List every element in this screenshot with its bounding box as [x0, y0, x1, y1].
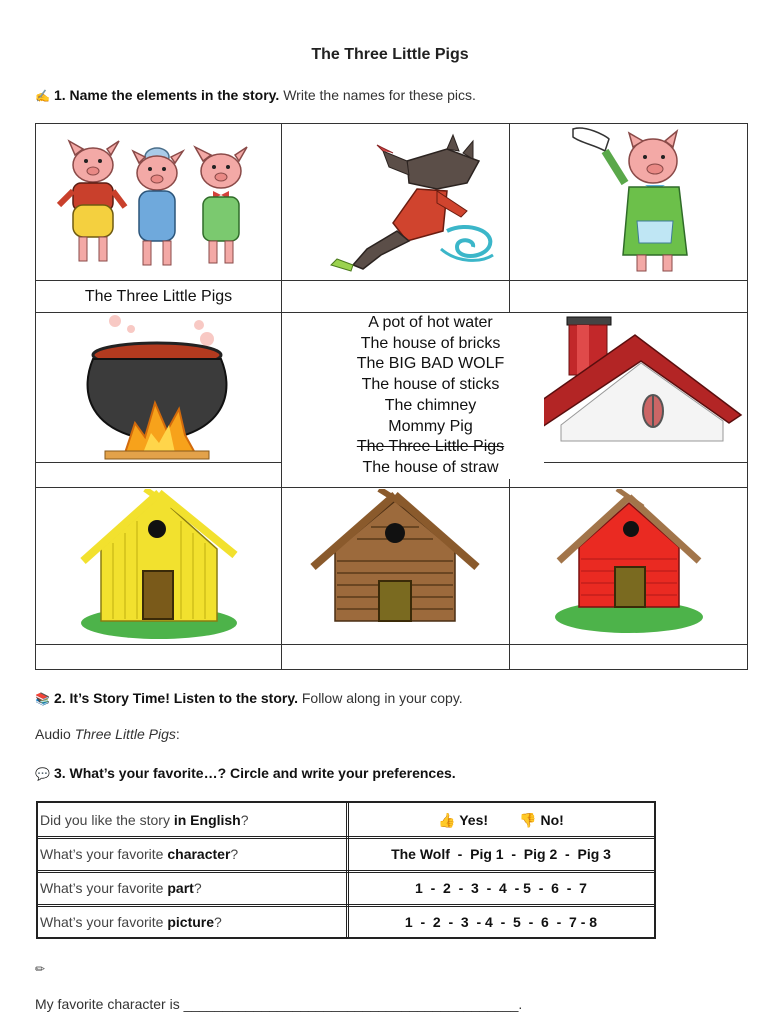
section-2-instruction: Follow along in your copy.: [301, 690, 463, 706]
answer-options[interactable]: The Wolf - Pig 1 - Pig 2 - Pig 3: [391, 846, 611, 862]
section-3-heading: [35, 765, 456, 781]
word-bank: [317, 313, 544, 479]
word-bank-item: The house of sticks: [361, 376, 500, 394]
audio-line: [35, 726, 180, 742]
pencil-icon: ✏: [35, 962, 46, 976]
audio-suffix: :: [175, 726, 180, 742]
question-cell: [40, 838, 344, 870]
audio-prefix: Audio: [35, 726, 75, 742]
section-2-title: 2. It’s Story Time! Listen to the story.: [53, 690, 298, 706]
question-keyword: picture: [167, 914, 215, 930]
section-1-instruction: Write the names for these pics.: [283, 87, 476, 103]
question-keyword: character: [167, 846, 231, 862]
question-keyword: in English: [173, 812, 241, 828]
speech-bubble-icon: 💬: [35, 767, 50, 781]
worksheet-title: The Three Little Pigs: [311, 46, 469, 63]
question-mark: ?: [240, 812, 249, 828]
picture-grid: [35, 123, 748, 670]
question-mark: ?: [230, 846, 239, 862]
mommy-pig-image: [565, 125, 695, 277]
question-mark: ?: [193, 880, 202, 896]
answer-options[interactable]: 1 - 2 - 3 - 4 - 5 - 6 - 7 - 8: [404, 914, 598, 930]
section-1-title: 1. Name the elements in the story.: [53, 87, 280, 103]
stick-house-image: [307, 489, 483, 641]
word-bank-item: The house of bricks: [360, 334, 501, 352]
table-row: [38, 838, 654, 872]
three-pigs-image: [45, 133, 273, 273]
table-row: [38, 872, 654, 906]
straw-house-image: [79, 489, 239, 641]
question-text: What’s your favorite: [40, 846, 168, 862]
table-row: [38, 906, 654, 940]
question-text: What’s your favorite: [40, 880, 168, 896]
brick-house-image: [555, 489, 705, 641]
pencil-hand-icon: ✍: [35, 89, 50, 103]
question-text: What’s your favorite: [40, 914, 168, 930]
section-3-title: 3. What’s your favorite…? Circle and write your preferences.: [53, 765, 456, 781]
word-bank-item: The house of straw: [362, 458, 499, 476]
chimney-image: [515, 315, 743, 445]
example-label: The Three Little Pigs: [84, 288, 233, 305]
answer-options[interactable]: 👍 Yes! 👎 No!: [438, 812, 564, 828]
word-bank-item: Mommy Pig: [388, 417, 473, 435]
answer-options[interactable]: 1 - 2 - 3 - 4 - 5 - 6 - 7: [415, 880, 587, 896]
word-bank-item-used: The Three Little Pigs: [356, 438, 505, 456]
question-text: Did you like the story: [40, 812, 174, 828]
pot-of-hot-water-image: [75, 313, 245, 463]
book-icon: 📚: [35, 692, 50, 706]
section-1-heading: [35, 87, 476, 103]
word-bank-item: A pot of hot water: [368, 314, 493, 331]
word-bank-item: The BIG BAD WOLF: [356, 355, 505, 373]
question-keyword: part: [167, 880, 194, 896]
question-cell: [40, 906, 344, 938]
table-row: [38, 804, 654, 838]
audio-title: Three Little Pigs: [74, 726, 176, 742]
section-2-heading: [35, 690, 463, 706]
question-cell: [40, 804, 344, 836]
wolf-image: [297, 131, 497, 276]
word-bank-item: The chimney: [384, 396, 477, 414]
question-cell: [40, 872, 344, 904]
favorite-character-sentence[interactable]: My favorite character is ___________________________________________.: [35, 996, 523, 1012]
question-mark: ?: [214, 914, 222, 930]
preferences-table: [36, 801, 656, 939]
